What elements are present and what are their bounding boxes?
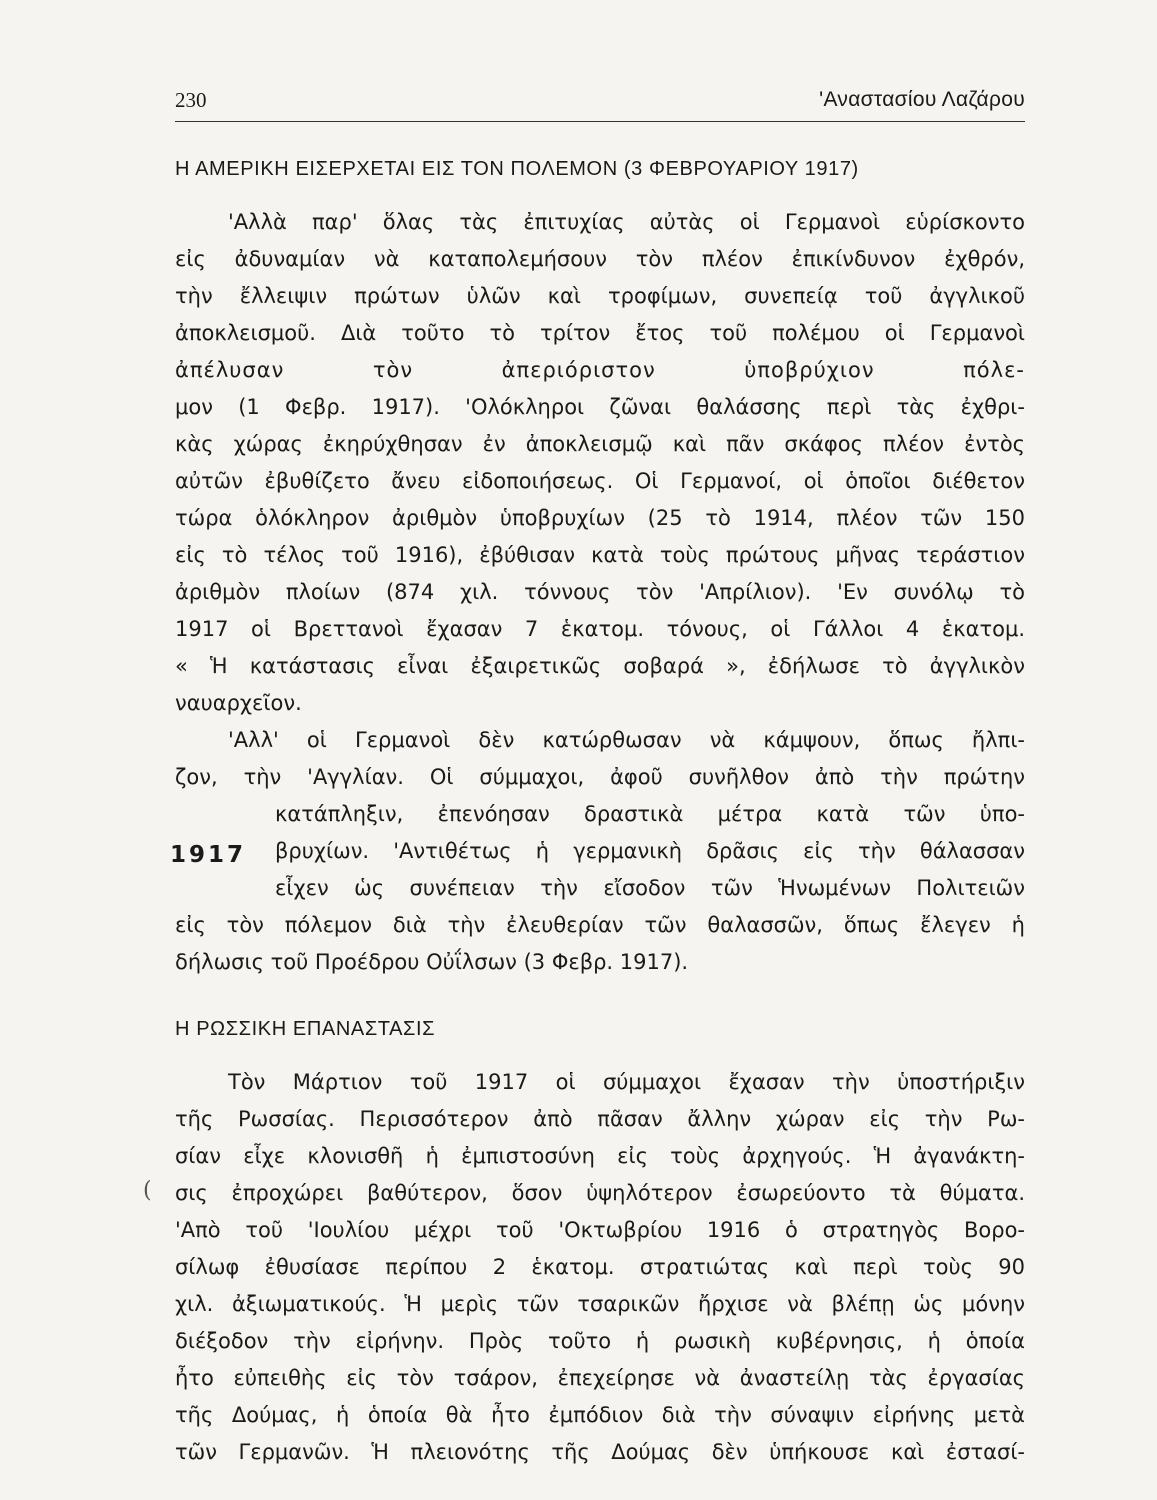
- margin-year: 1917: [170, 842, 247, 868]
- header-bar: [175, 88, 1025, 120]
- text-line: Τὸν Μάρτιον τοῦ 1917 οἱ σύμμαχοι ἔχασαν τὴν ὑποστήριξιν: [228, 1070, 1025, 1094]
- text-line: ἀριθμὸν πλοίων (874 χιλ. τόννους τὸν 'Απρίλιον). 'Εν συνόλῳ τὸ: [175, 580, 1025, 604]
- text-line: βρυχίων. 'Αντιθέτως ἡ γερμανικὴ δρᾶσις εἰς τὴν θάλασσαν: [275, 839, 1025, 863]
- text-line: ἀποκλεισμοῦ. Διὰ τοῦτο τὸ τρίτον ἔτος τοῦ πολέμου οἱ Γερμανοὶ: [175, 321, 1025, 345]
- text-line: ναυαρχεῖον.: [175, 691, 302, 715]
- text-line: εἰς τὸ τέλος τοῦ 1916), ἐβύθισαν κατὰ τοὺς πρώτους μῆνας τεράστιον: [175, 543, 1025, 567]
- text-line: τὴν ἔλλειψιν πρώτων ὑλῶν καὶ τροφίμων, συνεπείᾳ τοῦ ἀγγλικοῦ: [175, 284, 1025, 308]
- text-line: τῆς Ρωσσίας. Περισσότερον ἀπὸ πᾶσαν ἄλλην χώραν εἰς τὴν Ρω-: [175, 1107, 1025, 1131]
- text-line: 'Αλλὰ παρ' ὅλας τὰς ἐπιτυχίας αὐτὰς οἱ Γερμανοὶ εὑρίσκοντο: [228, 210, 1025, 234]
- running-head: 'Αναστασίου Λαζάρου: [819, 88, 1025, 111]
- text-line: χιλ. ἀξιωματικούς. Ἡ μερὶς τῶν τσαρικῶν ἤρχισε νὰ βλέπῃ ὡς μόνην: [175, 1292, 1025, 1316]
- text-line: μον (1 Φεβρ. 1917). 'Ολόκληροι ζῶναι θαλάσσης περὶ τὰς ἐχθρι-: [175, 395, 1025, 419]
- text-line: τῶν Γερμανῶν. Ἡ πλειονότης τῆς Δούμας δὲν ὑπήκουσε καὶ ἐστασί-: [175, 1440, 1025, 1464]
- text-line: σίλωφ ἐθυσίασε περίπου 2 ἑκατομ. στρατιώτας καὶ περὶ τοὺς 90: [175, 1255, 1025, 1279]
- text-line: τώρα ὁλόκληρον ἀριθμὸν ὑποβρυχίων (25 τὸ 1914, πλέον τῶν 150: [175, 506, 1025, 530]
- text-line: ἦτο εὐπειθὴς εἰς τὸν τσάρον, ἐπεχείρησε νὰ ἀναστείλῃ τὰς ἐργασίας: [175, 1366, 1025, 1390]
- text-line: τῆς Δούμας, ἡ ὁποία θὰ ἦτο ἐμπόδιον διὰ τὴν σύναψιν εἰρήνης μετὰ: [175, 1403, 1025, 1427]
- text-line: σίαν εἶχε κλονισθῆ ἡ ἐμπιστοσύνη εἰς τοὺς ἀρχηγούς. Ἡ ἀγανάκτη-: [175, 1144, 1025, 1168]
- page-number: 230: [175, 88, 207, 112]
- text-line: 'Αλλ' οἱ Γερμανοὶ δὲν κατώρθωσαν νὰ κάμψουν, ὅπως ἤλπι-: [228, 728, 1025, 752]
- text-line: διέξοδον τὴν εἰρήνην. Πρὸς τοῦτο ἡ ρωσικὴ κυβέρνησις, ἡ ὁποία: [175, 1329, 1025, 1353]
- text-line: εἰς τὸν πόλεμον διὰ τὴν ἐλευθερίαν τῶν θαλασσῶν, ὅπως ἔλεγεν ἡ: [175, 913, 1025, 937]
- text-line: σις ἐπροχώρει βαθύτερον, ὅσον ὑψηλότερον ἐσωρεύοντο τὰ θύματα.: [175, 1181, 1025, 1205]
- text-line: κὰς χώρας ἐκηρύχθησαν ἐν ἀποκλεισμῷ καὶ πᾶν σκάφος πλέον ἐντὸς: [175, 432, 1025, 456]
- text-line: αὐτῶν ἐβυθίζετο ἄνευ εἰδοποιήσεως. Οἱ Γερμανοί, οἱ ὁποῖοι διέθετον: [175, 469, 1025, 493]
- text-line: 'Απὸ τοῦ 'Ιουλίου μέχρι τοῦ 'Οκτωβρίου 1916 ὁ στρατηγὸς Βορο-: [175, 1218, 1025, 1242]
- text-line: ζον, τὴν 'Αγγλίαν. Οἱ σύμμαχοι, ἀφοῦ συνῆλθον ἀπὸ τὴν πρώτην: [175, 765, 1025, 789]
- text-line: δήλωσις τοῦ Προέδρου Οὐΐλσων (3 Φεβρ. 1917).: [175, 950, 689, 974]
- text-line: 1917 οἱ Βρεττανοὶ ἔχασαν 7 ἑκατομ. τόνους, οἱ Γάλλοι 4 ἑκατομ.: [175, 617, 1025, 641]
- section-heading-america: Η ΑΜΕΡΙΚΗ ΕΙΣΕΡΧΕΤΑΙ ΕΙΣ ΤΟΝ ΠΟΛΕΜΟΝ (3 ΦΕΒΡΟΥΑΡΙΟΥ 1917): [175, 158, 859, 180]
- text-line: εἰς ἀδυναμίαν νὰ καταπολεμήσουν τὸν πλέον ἐπικίνδυνον ἐχθρόν,: [175, 247, 1025, 271]
- text-line: εἶχεν ὡς συνέπειαν τὴν εἴσοδον τῶν Ἡνωμένων Πολιτειῶν: [275, 876, 1025, 900]
- text-line: κατάπληξιν, ἐπενόησαν δραστικὰ μέτρα κατὰ τῶν ὑπο-: [275, 802, 1025, 826]
- gutter-mark: (: [143, 1178, 152, 1203]
- text-line: ἀπέλυσαν τὸν ἀπεριόριστον ὑποβρύχιον πόλε-: [175, 358, 1025, 382]
- section-heading-russia: Η ΡΩΣΣΙΚΗ ΕΠΑΝΑΣΤΑΣΙΣ: [175, 1018, 436, 1040]
- header-divider: [175, 121, 1025, 122]
- text-line: « Ἡ κατάστασις εἶναι ἐξαιρετικῶς σοβαρά », ἐδήλωσε τὸ ἀγγλικὸν: [175, 654, 1025, 678]
